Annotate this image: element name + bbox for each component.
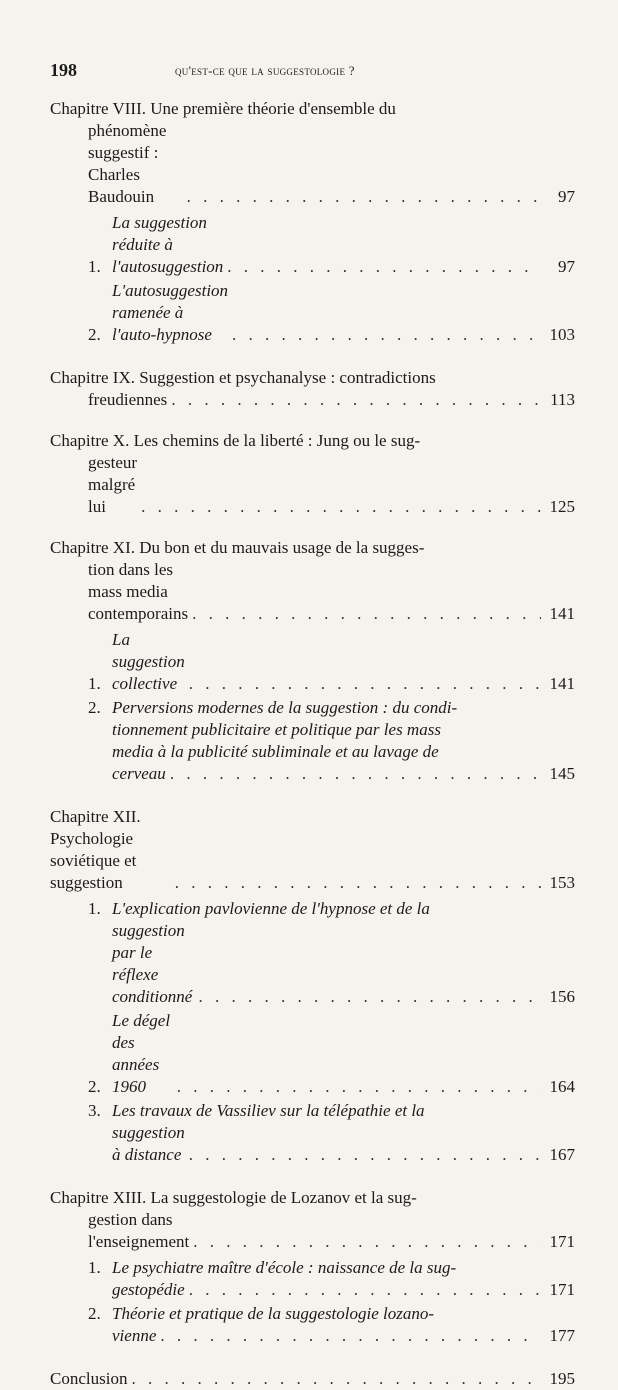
toc-line-text: La suggestion collective [112, 630, 185, 693]
toc-line [50, 120, 575, 208]
section-line [50, 1257, 575, 1279]
section-line [50, 741, 575, 763]
toc-chapter [50, 1368, 575, 1390]
table-of-contents [50, 98, 575, 1390]
section-line [50, 898, 575, 920]
dot-leader [187, 186, 541, 208]
chapter-title-line [50, 98, 575, 120]
section-line [50, 719, 575, 741]
section-line-text: Théorie et pratique de la suggestologie lozano- [112, 1304, 435, 1323]
toc-chapter [50, 1187, 575, 1349]
section-number: 1. [88, 1258, 101, 1277]
section-spacer [50, 1166, 575, 1168]
section-line [50, 1100, 575, 1122]
section-spacer [50, 1347, 575, 1349]
page-ref: 156 [549, 987, 575, 1006]
toc-line [50, 1279, 575, 1301]
section-number: 2. [88, 325, 101, 344]
toc-line [50, 920, 575, 1008]
dot-leader [131, 1368, 541, 1390]
dot-leader [177, 1076, 541, 1098]
toc-line [50, 629, 575, 695]
toc-sections [50, 212, 575, 348]
toc-sections [50, 898, 575, 1168]
toc-line [50, 280, 575, 346]
chapter-title-line [50, 430, 575, 452]
toc-line-text: gesteur malgré lui [88, 453, 138, 516]
dot-leader [189, 1144, 541, 1166]
dot-leader [171, 389, 541, 411]
section-line [50, 1303, 575, 1325]
page-ref: 97 [558, 187, 575, 206]
page-ref: 171 [549, 1232, 575, 1251]
toc-line-text: cerveau [112, 764, 166, 783]
chapter-title-text: Chapitre XIII. La suggestologie de Lozanov et la sug- [50, 1188, 417, 1207]
chapter-title-line [50, 537, 575, 559]
page-ref: 171 [549, 1280, 575, 1299]
page-ref: 141 [549, 604, 575, 623]
toc-chapter [50, 98, 575, 348]
chapter-title-text: Chapitre X. Les chemins de la liberté : Jung ou le sug- [50, 431, 421, 450]
section-number: 2. [88, 1077, 101, 1096]
toc-line-text: gestion dans l'enseignement [88, 1210, 190, 1251]
toc-line-text: L'autosuggestion ramenée à l'auto-hypnose [112, 281, 229, 344]
toc-line-text: Le dégel des années 1960 [112, 1011, 171, 1096]
toc-line-text: vienne [112, 1326, 157, 1345]
toc-line [50, 1325, 575, 1347]
toc-sections [50, 1257, 575, 1349]
toc-chapter [50, 367, 575, 411]
section-spacer [50, 346, 575, 348]
section-line-text: Les travaux de Vassiliev sur la télépathie et la [112, 1101, 425, 1120]
section-number: 3. [88, 1101, 101, 1120]
section-line-text: Perversions modernes de la suggestion : du condi- [112, 698, 458, 717]
dot-leader [170, 763, 541, 785]
section-line-text: tionnement publicitaire et politique par les mass [112, 720, 441, 739]
section-line-text: media à la publicité subliminale et au lavage de [112, 742, 439, 761]
toc-line [50, 212, 575, 278]
dot-leader [189, 1279, 541, 1301]
dot-leader [192, 603, 541, 625]
dot-leader [232, 324, 541, 346]
page-number: 198 [50, 60, 77, 80]
toc-line-text: Conclusion [50, 1369, 128, 1388]
page-ref: 167 [549, 1145, 575, 1164]
toc-line [50, 389, 575, 411]
toc-line-text: Chapitre XII. Psychologie soviétique et suggestion [50, 807, 141, 892]
page-ref: 141 [549, 674, 575, 693]
page-ref: 164 [549, 1077, 575, 1096]
dot-leader [160, 1325, 541, 1347]
toc-line [50, 763, 575, 785]
section-number: 2. [88, 1304, 101, 1323]
section-number: 1. [88, 257, 101, 276]
section-number: 1. [88, 674, 101, 693]
chapter-title-text: Chapitre IX. Suggestion et psychanalyse : contradictions [50, 368, 436, 387]
page-ref: 153 [549, 873, 575, 892]
toc-line [50, 806, 575, 894]
toc-line-text: suggestion par le réflexe conditionné [112, 921, 193, 1006]
toc-sections [50, 629, 575, 787]
toc-line [50, 1010, 575, 1098]
section-line [50, 697, 575, 719]
page-ref: 195 [549, 1369, 575, 1388]
dot-leader [141, 496, 541, 518]
toc-line-text: La suggestion réduite à l'autosuggestion [112, 213, 224, 276]
chapter-title-line [50, 367, 575, 389]
toc-line [50, 1122, 575, 1166]
dot-leader [193, 1231, 541, 1253]
page-ref: 97 [558, 257, 575, 276]
page-ref: 177 [549, 1326, 575, 1345]
page-ref: 145 [549, 764, 575, 783]
toc-line-text: tion dans les mass media contemporains [88, 560, 189, 623]
dot-leader [227, 256, 541, 278]
dot-leader [189, 673, 541, 695]
section-line-text: Le psychiatre maître d'école : naissance de la sug- [112, 1258, 457, 1277]
section-line-text: L'explication pavlovienne de l'hypnose et de la [112, 899, 430, 918]
dot-leader [198, 986, 541, 1008]
running-head: qu'est-ce que la suggestologie ? [175, 63, 355, 78]
toc-line [50, 1209, 575, 1253]
toc-line [50, 559, 575, 625]
toc-line-text: gestopédie [112, 1280, 185, 1299]
chapter-title-line [50, 1187, 575, 1209]
chapter-title-text: Chapitre VIII. Une première théorie d'ensemble du [50, 99, 396, 118]
page-ref: 113 [550, 390, 575, 409]
section-spacer [50, 785, 575, 787]
toc-line-text: suggestion à distance [112, 1123, 185, 1164]
toc-line-text: freudiennes [88, 390, 168, 409]
chapter-title-text: Chapitre XI. Du bon et du mauvais usage de la sugges- [50, 538, 425, 557]
toc-chapter [50, 537, 575, 787]
dot-leader [175, 872, 541, 894]
page-ref: 103 [549, 325, 575, 344]
toc-line-text: phénomène suggestif : Charles Baudouin [88, 121, 167, 206]
section-number: 1. [88, 899, 101, 918]
section-number: 2. [88, 698, 101, 717]
toc-chapter [50, 430, 575, 518]
toc-line [50, 1368, 575, 1390]
toc-line [50, 452, 575, 518]
toc-chapter [50, 806, 575, 1168]
page-ref: 125 [549, 497, 575, 516]
